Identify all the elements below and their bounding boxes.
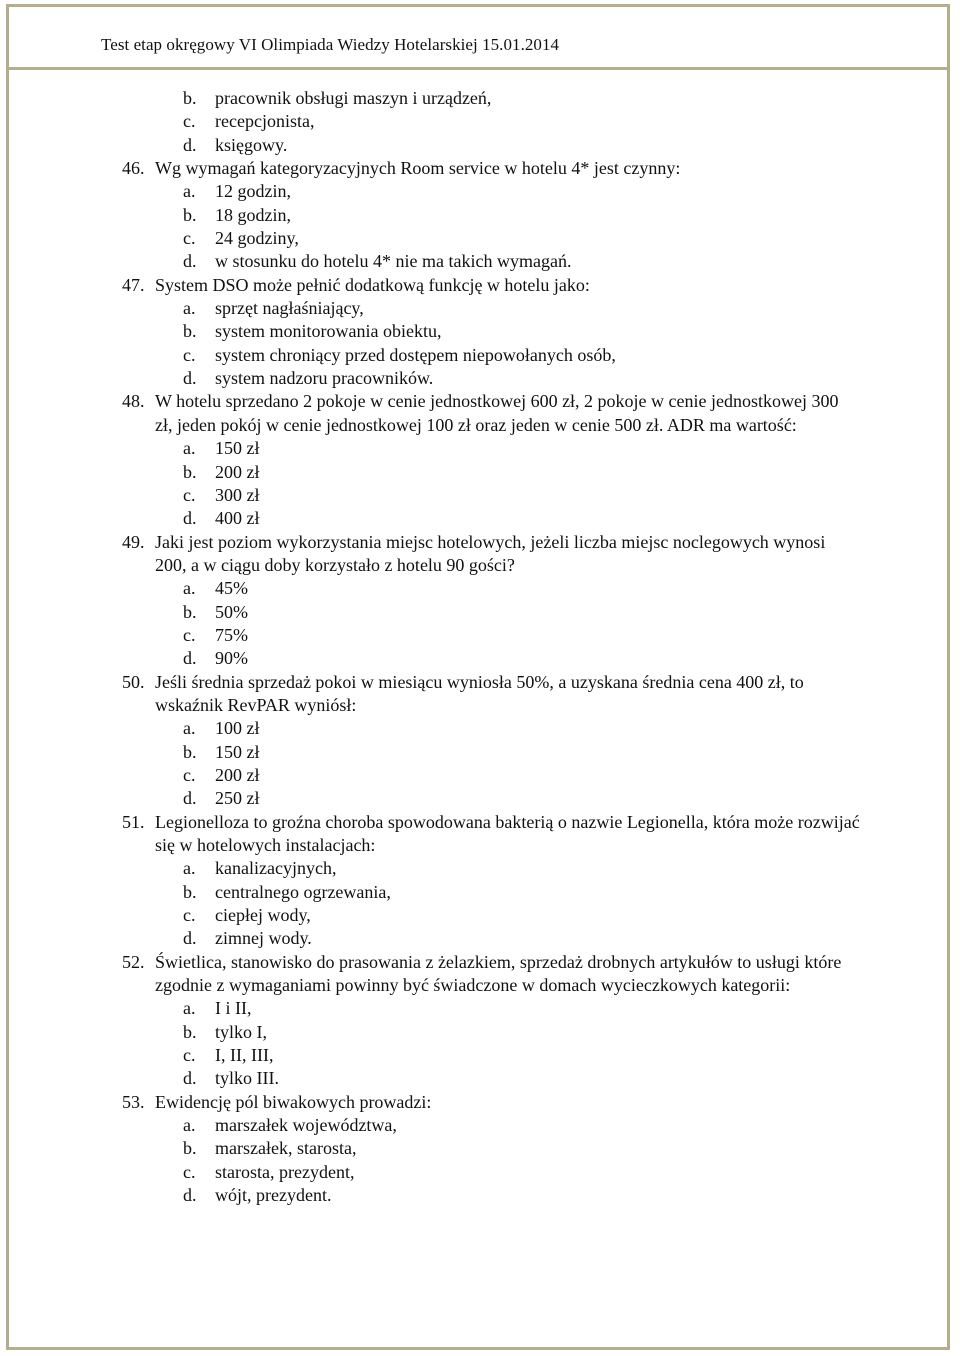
answer-option: [0, 857, 960, 880]
answer-option: [0, 484, 960, 507]
answer-text: 200 zł: [215, 461, 260, 482]
answer-option: [0, 1114, 960, 1137]
answer-text: system nadzoru pracowników.: [215, 368, 434, 389]
question-number: 51.: [122, 811, 145, 832]
answer-text: 300 zł: [215, 484, 260, 505]
answer-text: wójt, prezydent.: [215, 1185, 332, 1206]
answer-text: księgowy.: [215, 134, 288, 155]
question-text: [0, 531, 960, 578]
answer-option: [0, 1161, 960, 1184]
question-text: [0, 390, 960, 437]
answer-option: [0, 647, 960, 670]
answer-option: [0, 1067, 960, 1090]
answer-text: starosta, prezydent,: [215, 1161, 355, 1182]
answer-letter: b.: [183, 88, 197, 108]
answer-letter: c.: [183, 344, 196, 365]
answer-text: ciepłej wody,: [215, 905, 311, 926]
question-text: [0, 671, 960, 718]
question-text: [0, 157, 960, 180]
answer-option: [0, 717, 960, 740]
answer-option: [0, 577, 960, 600]
answer-text: 12 godzin,: [215, 181, 291, 202]
answer-option: [0, 1021, 960, 1044]
answer-option: [0, 1137, 960, 1160]
question-body: Ewidencję pól biwakowych prowadzi:: [155, 1091, 432, 1112]
question-number: 46.: [122, 158, 145, 179]
answer-text: w stosunku do hotelu 4* nie ma takich wymagań.: [215, 251, 572, 272]
question-body: Wg wymagań kategoryzacyjnych Room service w hotelu 4* jest czynny:: [155, 158, 681, 179]
answer-text: I i II,: [215, 998, 252, 1019]
answer-text: centralnego ogrzewania,: [215, 881, 391, 902]
answer-text: 150 zł: [215, 741, 260, 762]
answer-letter: a.: [183, 438, 196, 459]
answer-letter: d.: [183, 1185, 197, 1206]
question-text: [0, 951, 960, 998]
answer-option: [0, 134, 960, 157]
question-block: [0, 671, 960, 811]
answer-text: zimnej wody.: [215, 928, 312, 949]
answer-text: 50%: [215, 601, 248, 622]
question-body: System DSO może pełnić dodatkową funkcję w hotelu jako:: [155, 274, 590, 295]
answer-letter: c.: [183, 484, 196, 505]
answer-letter: a.: [183, 718, 196, 739]
answer-text: sprzęt nagłaśniający,: [215, 298, 364, 319]
answer-letter: b.: [183, 461, 197, 482]
answer-letter: d.: [183, 134, 197, 155]
question-number: 53.: [122, 1091, 145, 1112]
question-block: [0, 390, 960, 530]
answer-letter: b.: [183, 204, 197, 225]
answer-option: [0, 1044, 960, 1067]
question-block: [0, 951, 960, 1091]
answer-option: [0, 250, 960, 273]
answer-text: marszałek, starosta,: [215, 1138, 357, 1159]
answer-text: marszałek województwa,: [215, 1115, 397, 1136]
answer-letter: b.: [183, 1021, 197, 1042]
answer-text: 24 godziny,: [215, 228, 299, 249]
question-number: 47.: [122, 274, 145, 295]
answer-letter: d.: [183, 1068, 197, 1089]
header-title: Test etap okręgowy VI Olimpiada Wiedzy Hotelarskiej 15.01.2014: [101, 35, 560, 54]
answer-option: [0, 227, 960, 250]
answer-option: [0, 927, 960, 950]
answer-option: [0, 997, 960, 1020]
question-block: [0, 1091, 960, 1208]
answer-letter: c.: [183, 905, 196, 926]
answer-option: [0, 904, 960, 927]
answer-letter: c.: [183, 111, 196, 132]
page-header: [9, 7, 947, 70]
answer-letter: a.: [183, 298, 196, 319]
answer-text: 200 zł: [215, 764, 260, 785]
answer-option: [0, 87, 960, 110]
question-body: Jaki jest poziom wykorzystania miejsc hotelowych, jeżeli liczba miejsc noclegowych wynosi 200, a w ciągu doby korzystało z hotelu 90 gości?: [155, 531, 826, 575]
question-text: [0, 811, 960, 858]
answer-letter: b.: [183, 601, 197, 622]
answer-letter: b.: [183, 881, 197, 902]
question-block: [0, 157, 960, 274]
answer-option: [0, 320, 960, 343]
answer-option: [0, 297, 960, 320]
answer-text: 100 zł: [215, 718, 260, 739]
answer-option: [0, 507, 960, 530]
answer-letter: a.: [183, 578, 196, 599]
answer-option: [0, 344, 960, 367]
answer-letter: d.: [183, 788, 197, 809]
answer-text: pracownik obsługi maszyn i urządzeń,: [215, 88, 492, 108]
answer-letter: c.: [183, 624, 196, 645]
answer-text: system chroniący przed dostępem niepowołanych osób,: [215, 344, 616, 365]
answer-text: 250 zł: [215, 788, 260, 809]
question-text: [0, 274, 960, 297]
question-content: [0, 87, 960, 1208]
answer-letter: c.: [183, 1161, 196, 1182]
answer-option: [0, 367, 960, 390]
answer-option: [0, 110, 960, 133]
answer-letter: d.: [183, 928, 197, 949]
question-number: 48.: [122, 391, 145, 412]
answer-option: [0, 624, 960, 647]
answer-option: [0, 1184, 960, 1207]
answer-letter: b.: [183, 1138, 197, 1159]
answer-text: 75%: [215, 624, 248, 645]
question-body: Świetlica, stanowisko do prasowania z żelazkiem, sprzedaż drobnych artykułów to usługi które zgodnie z wymaganiami powinny być świadczone w domach wycieczkowych kategorii:: [155, 951, 842, 996]
answer-text: kanalizacyjnych,: [215, 858, 337, 879]
answer-option: [0, 180, 960, 203]
answer-letter: c.: [183, 764, 196, 785]
question-block: [0, 274, 960, 391]
question-number: 52.: [122, 951, 145, 972]
answer-letter: b.: [183, 741, 197, 762]
answer-letter: a.: [183, 858, 196, 879]
answer-text: 18 godzin,: [215, 204, 291, 225]
answer-letter: d.: [183, 508, 197, 529]
continued-answer-list: [0, 87, 960, 157]
question-text: [0, 1091, 960, 1114]
answer-option: [0, 787, 960, 810]
question-body: W hotelu sprzedano 2 pokoje w cenie jednostkowej 600 zł, 2 pokoje w cenie jednostkowej 300 zł, jeden pokój w cenie jednostkowej 100 zł oraz jeden w cenie 500 zł. ADR ma wartość:: [155, 391, 839, 435]
answer-text: I, II, III,: [215, 1045, 274, 1066]
answer-option: [0, 601, 960, 624]
question-body: Legionelloza to groźna choroba spowodowana bakterią o nazwie Legionella, która może rozwijać się w hotelowych instalacjach:: [155, 811, 860, 855]
question-block: [0, 811, 960, 951]
answer-text: system monitorowania obiektu,: [215, 321, 442, 342]
answer-option: [0, 764, 960, 787]
answer-text: tylko III.: [215, 1068, 279, 1089]
answer-letter: d.: [183, 251, 197, 272]
answer-letter: c.: [183, 228, 196, 249]
answer-letter: a.: [183, 998, 196, 1019]
question-block: [0, 531, 960, 671]
answer-letter: c.: [183, 1045, 196, 1066]
question-number: 49.: [122, 531, 145, 552]
answer-option: [0, 741, 960, 764]
answer-text: recepcjonista,: [215, 111, 315, 132]
question-list: [0, 157, 960, 1207]
answer-option: [0, 461, 960, 484]
answer-text: tylko I,: [215, 1021, 267, 1042]
answer-text: 400 zł: [215, 508, 260, 529]
answer-letter: d.: [183, 368, 197, 389]
answer-text: 90%: [215, 648, 248, 669]
answer-letter: b.: [183, 321, 197, 342]
question-number: 50.: [122, 671, 145, 692]
answer-letter: d.: [183, 648, 197, 669]
answer-text: 150 zł: [215, 438, 260, 459]
answer-option: [0, 881, 960, 904]
answer-option: [0, 437, 960, 460]
answer-letter: a.: [183, 1115, 196, 1136]
answer-option: [0, 204, 960, 227]
answer-letter: a.: [183, 181, 196, 202]
question-body: Jeśli średnia sprzedaż pokoi w miesiącu wyniosła 50%, a uzyskana średnia cena 400 zł, to wskaźnik RevPAR wyniósł:: [155, 671, 804, 715]
answer-text: 45%: [215, 578, 248, 599]
